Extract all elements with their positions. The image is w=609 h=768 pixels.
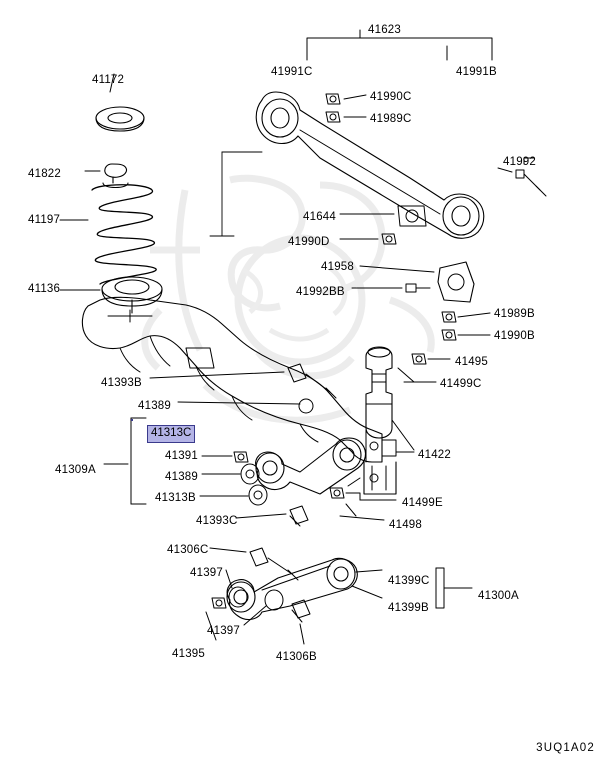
part-label-41992[interactable]: 41992 <box>503 156 536 168</box>
part-label-41397a[interactable]: 41397 <box>190 567 223 579</box>
part-label-41391[interactable]: 41391 <box>165 450 198 462</box>
part-label-41399C[interactable]: 41399C <box>388 575 430 587</box>
part-label-41306B[interactable]: 41306B <box>276 651 317 663</box>
part-label-41389b[interactable]: 41389 <box>165 471 198 483</box>
part-label-41397b[interactable]: 41397 <box>207 625 240 637</box>
part-label-41958[interactable]: 41958 <box>321 261 354 273</box>
part-label-41495[interactable]: 41495 <box>455 356 488 368</box>
part-label-41990C[interactable]: 41990C <box>370 91 412 103</box>
part-label-41172[interactable]: 41172 <box>92 74 125 86</box>
part-label-41822[interactable]: 41822 <box>28 168 61 180</box>
part-label-41989B[interactable]: 41989B <box>494 308 535 320</box>
part-label-41644[interactable]: 41644 <box>303 211 336 223</box>
part-label-41395[interactable]: 41395 <box>172 648 205 660</box>
part-label-41300A[interactable]: 41300A <box>478 590 519 602</box>
part-label-41422[interactable]: 41422 <box>418 449 451 461</box>
part-label-41498[interactable]: 41498 <box>389 519 422 531</box>
part-label-41136[interactable]: 41136 <box>28 283 61 295</box>
part-label-41499E[interactable]: 41499E <box>402 497 443 509</box>
part-label-41306C[interactable]: 41306C <box>167 544 209 556</box>
part-label-41393B[interactable]: 41393B <box>101 377 142 389</box>
part-label-41990B[interactable]: 41990B <box>494 330 535 342</box>
part-label-41989C[interactable]: 41989C <box>370 113 412 125</box>
part-label-41393C[interactable]: 41393C <box>196 515 238 527</box>
part-label-41991C[interactable]: 41991C <box>271 66 313 78</box>
part-label-41399B[interactable]: 41399B <box>388 602 429 614</box>
part-label-41623[interactable]: 41623 <box>368 24 401 36</box>
part-label-highlighted[interactable]: 41313C <box>147 425 195 443</box>
part-label-41309A[interactable]: 41309A <box>55 464 96 476</box>
part-label-41991B[interactable]: 41991B <box>456 66 497 78</box>
part-label-41389a[interactable]: 41389 <box>138 400 171 412</box>
part-label-41313B[interactable]: 41313B <box>155 492 196 504</box>
part-label-41992BB[interactable]: 41992BB <box>296 286 345 298</box>
diagram-code: 3UQ1A02 <box>536 742 595 754</box>
part-label-41990D[interactable]: 41990D <box>288 236 330 248</box>
part-label-41499C[interactable]: 41499C <box>440 378 482 390</box>
part-label-41197[interactable]: 41197 <box>28 214 61 226</box>
